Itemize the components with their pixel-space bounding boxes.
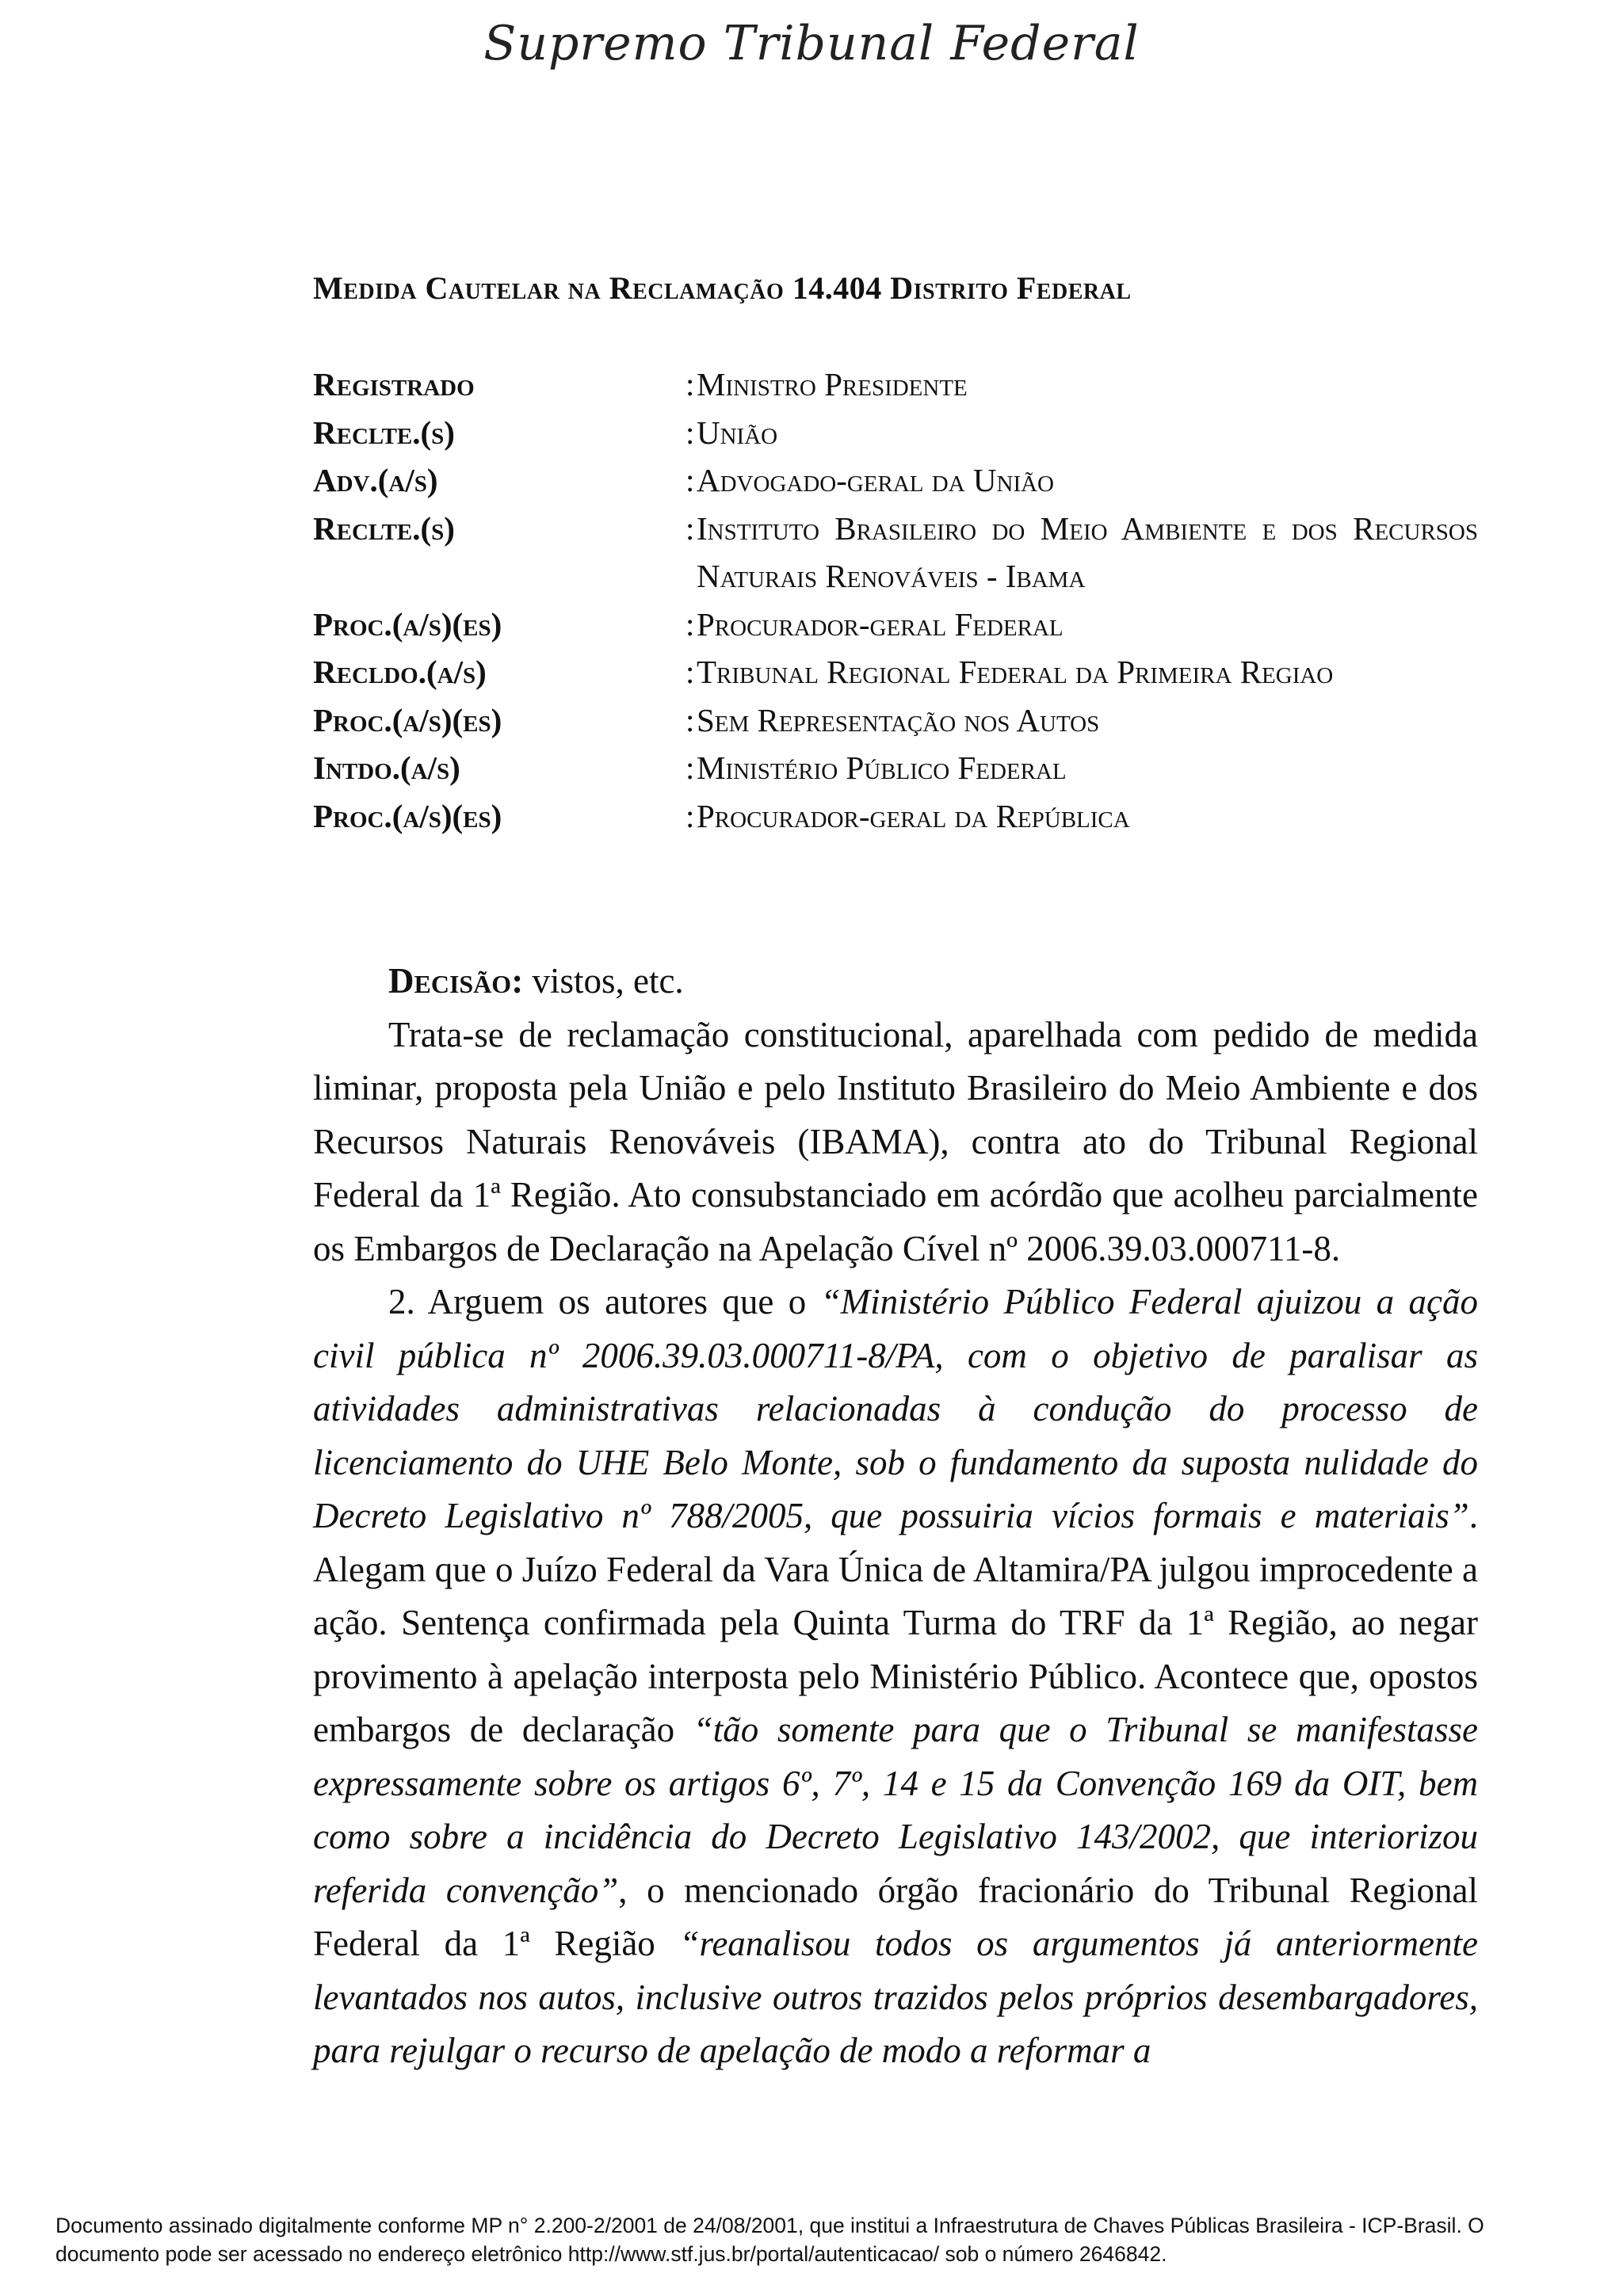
party-row bbox=[313, 601, 1478, 649]
party-label: Adv.(a/s) bbox=[313, 462, 438, 498]
party-value: Ministro Presidente bbox=[697, 366, 968, 402]
party-value: União bbox=[697, 414, 778, 451]
party-label: Reclte.(s) bbox=[313, 414, 455, 451]
party-row bbox=[313, 648, 1478, 696]
party-label: Reclte.(s) bbox=[313, 509, 455, 547]
decision-opening-text: vistos, etc. bbox=[523, 961, 684, 1001]
decision-paragraph-2 bbox=[313, 1276, 1478, 2078]
party-value: Procurador-geral da República bbox=[697, 797, 1130, 834]
party-label: Proc.(a/s)(es) bbox=[313, 605, 502, 643]
party-label: Recldo.(a/s) bbox=[313, 654, 487, 690]
decision-opening-paragraph bbox=[313, 955, 1478, 1009]
party-row bbox=[313, 409, 1478, 457]
party-label: Proc.(a/s)(es) bbox=[313, 701, 502, 738]
decision-body bbox=[313, 955, 1478, 2078]
digital-signature-footer bbox=[55, 2211, 1581, 2268]
party-label: Intdo.(a/s) bbox=[313, 749, 460, 786]
party-separator: : bbox=[685, 414, 695, 451]
party-value: Advogado-geral da União bbox=[697, 462, 1054, 498]
court-header: Supremo Tribunal Federal bbox=[483, 16, 1140, 71]
party-separator: : bbox=[685, 797, 695, 834]
party-row bbox=[313, 456, 1478, 505]
paragraph-text: , o mencionado órgão fracionário do Tribunal Regional Federal da 1ª Região bbox=[313, 1870, 1478, 1963]
party-value: Tribunal Regional Federal da Primeira Regiao bbox=[697, 654, 1334, 690]
party-separator: : bbox=[685, 605, 695, 643]
party-separator: : bbox=[685, 366, 695, 402]
party-value: Instituto Brasileiro do Meio Ambiente e dos Recursos Naturais Renováveis - Ibama bbox=[697, 509, 1478, 594]
party-row bbox=[313, 792, 1478, 841]
party-separator: : bbox=[685, 509, 695, 547]
party-row bbox=[313, 744, 1478, 792]
party-label: Registrado bbox=[313, 366, 475, 402]
decision-label: Decisão: bbox=[388, 961, 524, 1001]
paragraph-text: . Alegam que o Juízo Federal da Vara Única de Altamira/PA julgou improcedente a ação. Sentença confirmada pela Quinta Turma do TRF da 1ª Região, ao negar provimento à apelação interposta pelo Ministério Público. Acontece que, opostos embargos de declaração bbox=[313, 1496, 1478, 1749]
quoted-text: “tão somente para que o Tribunal se manifestasse expressamente sobre os artigos 6º, 7º, 14 e 15 da Convenção 169 da OIT, bem como sobre a incidência do Decreto Legislativo 143/2002, que interiorizou referida convenção” bbox=[313, 1710, 1478, 1910]
party-value: Sem Representação nos Autos bbox=[697, 701, 1100, 738]
footer-line: documento pode ser acessado no endereço eletrônico http://www.stf.jus.br/portal/autenticacao/ sob o número 2646842. bbox=[55, 2242, 1167, 2266]
party-row bbox=[313, 696, 1478, 745]
footer-line: Documento assinado digitalmente conforme MP n° 2.200-2/2001 de 24/08/2001, que institui a Infraestrutura de Chaves Públicas Brasileira - ICP-Brasil. O bbox=[55, 2214, 1484, 2237]
parties-table bbox=[313, 360, 1478, 840]
quoted-text: “reanalisou todos os argumentos já anteriormente levantados nos autos, inclusive outros trazidos pelos próprios desembargadores, para rejulgar o recurso de apelação de modo a reformar a bbox=[313, 1924, 1478, 2070]
decision-paragraph-1: Trata-se de reclamação constitucional, aparelhada com pedido de medida liminar, proposta pela União e pelo Instituto Brasileiro do Meio Ambiente e dos Recursos Naturais Renováveis (IBAMA), contra ato do Tribunal Regional Federal da 1ª Região. Ato consubstanciado em acórdão que acolheu parcialmente os Embargos de Declaração na Apelação Cível nº 2006.39.03.000711-8. bbox=[313, 1014, 1478, 1268]
party-label: Proc.(a/s)(es) bbox=[313, 797, 502, 834]
party-value: Procurador-geral Federal bbox=[697, 605, 1064, 643]
party-value: Ministério Público Federal bbox=[697, 749, 1067, 786]
party-separator: : bbox=[685, 654, 695, 690]
party-separator: : bbox=[685, 462, 695, 498]
paragraph-text: 2. Arguem os autores que o bbox=[388, 1282, 821, 1322]
quoted-text: “Ministério Público Federal ajuizou a ação civil pública nº 2006.39.03.000711-8/PA, com o objetivo de paralisar as atividades administrativas relacionadas à condução do processo de licenciamento do UHE Belo Monte, sob o fundamento da suposta nulidade do Decreto Legislativo nº 788/2005, que possuiria vícios formais e materiais” bbox=[313, 1282, 1478, 1535]
party-separator: : bbox=[685, 701, 695, 738]
document-title: Medida Cautelar na Reclamação 14.404 Distrito Federal bbox=[313, 270, 1132, 306]
party-separator: : bbox=[685, 749, 695, 786]
party-row bbox=[313, 505, 1478, 601]
party-row bbox=[313, 360, 1478, 409]
